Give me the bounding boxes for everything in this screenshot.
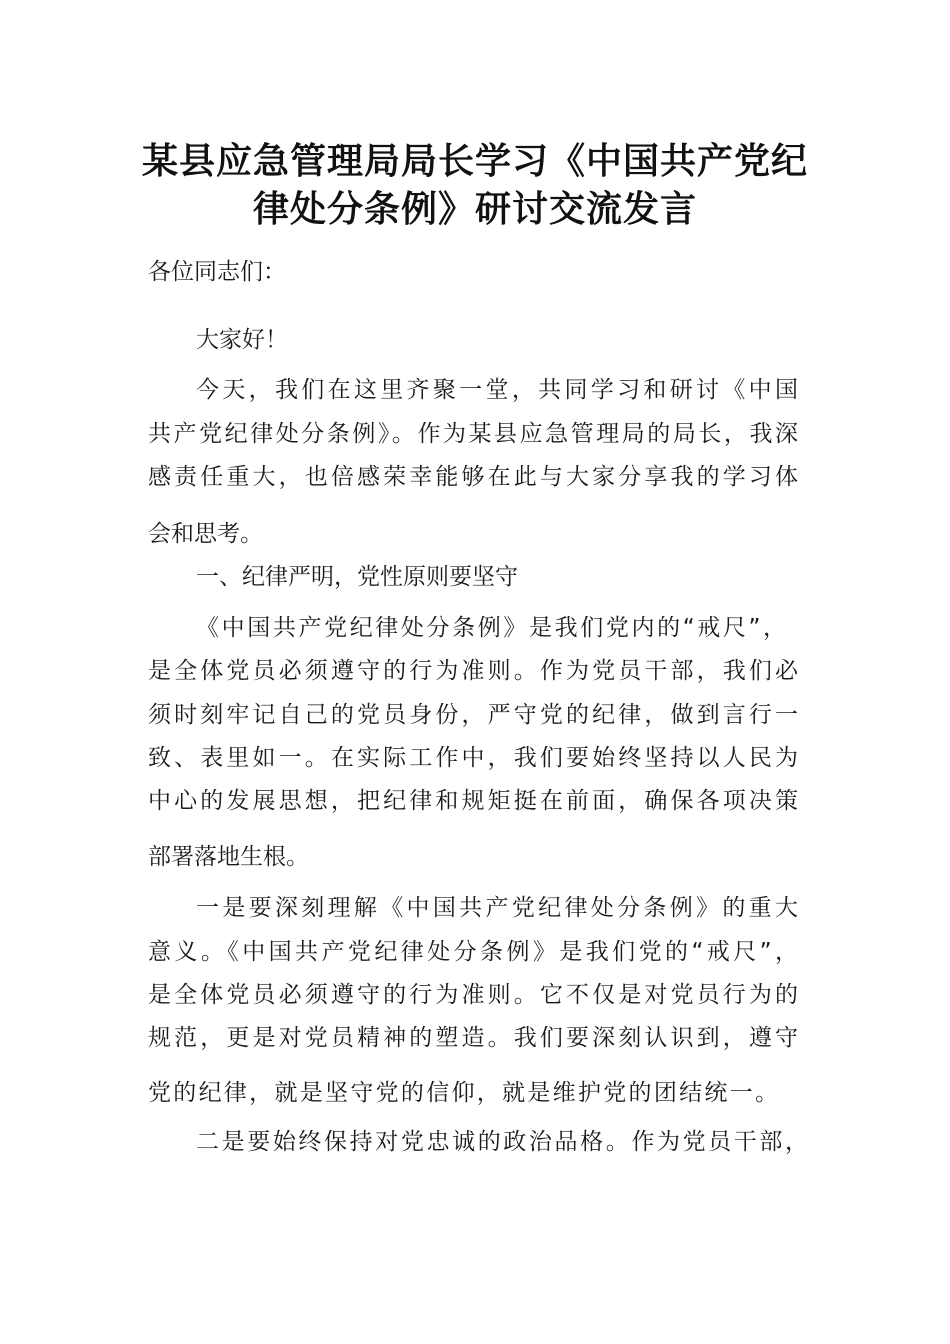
paragraph-intro-line: 会和思考。 — [148, 521, 263, 547]
paragraph-2-line: 意义。《中国共产党纪律处分条例》是我们党的“戒尺”， — [148, 939, 798, 965]
paragraph-2-line: 党的纪律，就是坚守党的信仰，就是维护党的团结统一。 — [148, 1080, 778, 1106]
paragraph-1-line: 中心的发展思想，把纪律和规矩挺在前面，确保各项决策 — [148, 788, 798, 814]
paragraph-1-line: 《中国共产党纪律处分条例》是我们党内的“戒尺”， — [196, 615, 786, 641]
paragraph-intro-line: 今天，我们在这里齐聚一堂，共同学习和研讨《中国 — [196, 377, 798, 403]
paragraph-2-line: 规范，更是对党员精神的塑造。我们要深刻认识到，遵守 — [148, 1025, 798, 1051]
document-title-line-1: 某县应急管理局局长学习《中国共产党纪 — [141, 141, 808, 182]
document-title-line-2: 律处分条例》研讨交流发言 — [252, 189, 697, 230]
paragraph-1-line: 须时刻牢记自己的党员身份，严守党的纪律，做到言行一 — [148, 702, 798, 728]
paragraph-1-line: 是全体党员必须遵守的行为准则。作为党员干部，我们必 — [148, 658, 798, 684]
paragraph-intro-line: 感责任重大，也倍感荣幸能够在此与大家分享我的学习体 — [148, 464, 798, 490]
salutation: 各位同志们： — [148, 259, 286, 285]
section-heading-1: 一、纪律严明，党性原则要坚守 — [196, 564, 518, 590]
paragraph-1-line: 致、表里如一。在实际工作中，我们要始终坚持以人民为 — [148, 745, 798, 771]
paragraph-2-line: 是全体党员必须遵守的行为准则。它不仅是对党员行为的 — [148, 982, 798, 1008]
paragraph-intro-line: 共产党纪律处分条例》。作为某县应急管理局的局长，我深 — [148, 421, 798, 447]
paragraph-3-line: 二是要始终保持对党忠诚的政治品格。作为党员干部， — [196, 1129, 808, 1155]
paragraph-2-line: 一是要深刻理解《中国共产党纪律处分条例》的重大 — [196, 895, 798, 921]
greeting: 大家好！ — [196, 327, 288, 353]
paragraph-1-line: 部署落地生根。 — [148, 844, 309, 870]
